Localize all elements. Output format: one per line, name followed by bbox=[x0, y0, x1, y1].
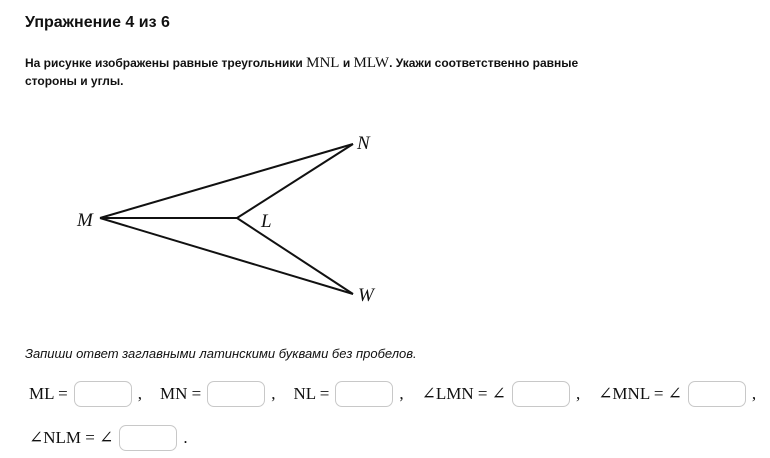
angle-mnl-label: ∠MNL = ∠ bbox=[598, 384, 682, 403]
vertex-label-m: M bbox=[77, 210, 93, 231]
vertex-label-n: N bbox=[357, 133, 370, 154]
vertex-label-l: L bbox=[261, 211, 272, 232]
statement-text-start: На рисунке изображены равные треугольники bbox=[25, 56, 307, 70]
comma-separator: , bbox=[751, 384, 757, 403]
mn-answer-input[interactable] bbox=[207, 381, 265, 407]
comma-separator: , bbox=[575, 384, 581, 403]
comma-separator: , bbox=[137, 384, 142, 403]
angle-lmn-label: ∠LMN = ∠ bbox=[421, 384, 506, 403]
nl-label: NL = bbox=[293, 384, 330, 403]
nl-answer-input[interactable] bbox=[335, 381, 393, 407]
angle-lmn-answer-input[interactable] bbox=[512, 381, 570, 407]
vertex-label-w: W bbox=[358, 285, 374, 306]
ml-label: ML = bbox=[29, 384, 68, 403]
segment-nl bbox=[237, 144, 353, 218]
mn-label: MN = bbox=[159, 384, 202, 403]
angle-mnl-answer-input[interactable] bbox=[688, 381, 746, 407]
exercise-title: Упражнение 4 из 6 bbox=[25, 14, 170, 31]
segment-mn bbox=[100, 144, 353, 218]
angle-nlm-answer-input[interactable] bbox=[119, 425, 177, 451]
comma-separator: , bbox=[399, 384, 404, 403]
answer-row-1 bbox=[25, 380, 770, 408]
angle-nlm-label: ∠NLM = ∠ bbox=[29, 428, 114, 447]
segment-lw bbox=[237, 218, 353, 294]
segment-mw bbox=[100, 218, 353, 294]
triangle-mnl: MNL bbox=[306, 55, 340, 71]
triangle-mlw: MLW bbox=[353, 55, 390, 71]
ml-answer-input[interactable] bbox=[74, 381, 132, 407]
statement-text-end: . Укажи соответственно равные стороны и углы. bbox=[25, 56, 579, 88]
answer-hint: Запиши ответ заглавными латинскими буквами без пробелов. bbox=[25, 346, 417, 361]
answer-row-2 bbox=[25, 424, 202, 452]
statement-text-and: и bbox=[339, 56, 354, 70]
comma-separator: , bbox=[271, 384, 276, 403]
period: . bbox=[183, 428, 188, 447]
